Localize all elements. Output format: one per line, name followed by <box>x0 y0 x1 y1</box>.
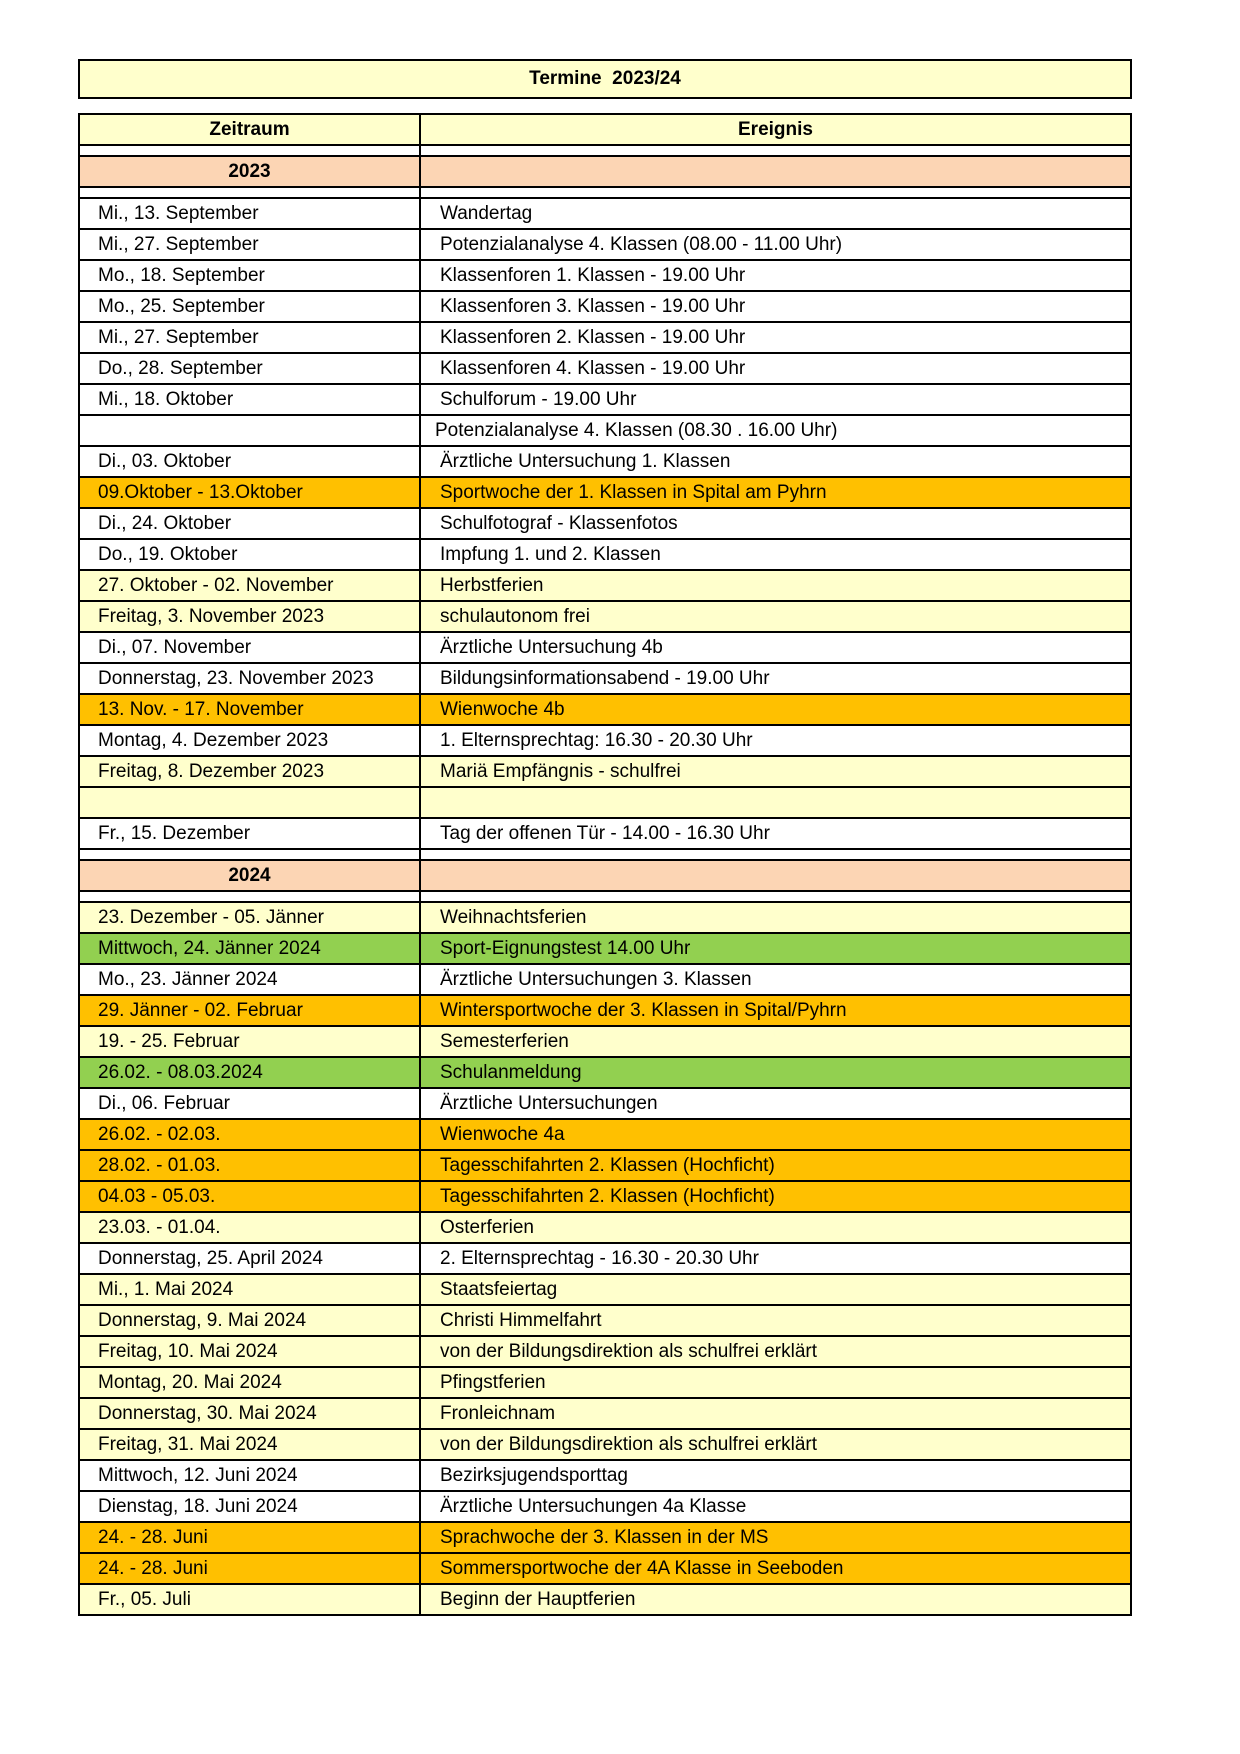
event-cell: Mariä Empfängnis - schulfrei <box>420 756 1131 787</box>
year-empty-cell <box>420 860 1131 891</box>
event-cell: Staatsfeiertag <box>420 1274 1131 1305</box>
table-row <box>79 902 1131 933</box>
event-cell: Impfung 1. und 2. Klassen <box>420 539 1131 570</box>
date-cell: 29. Jänner - 02. Februar <box>79 995 420 1026</box>
date-cell: Mo., 25. September <box>79 291 420 322</box>
date-cell: 26.02. - 08.03.2024 <box>79 1057 420 1088</box>
table-row <box>79 1119 1131 1150</box>
table-row <box>79 1491 1131 1522</box>
event-cell: Schulanmeldung <box>420 1057 1131 1088</box>
event-cell: Wienwoche 4b <box>420 694 1131 725</box>
table-row <box>79 539 1131 570</box>
table-row <box>79 508 1131 539</box>
event-cell: Tagesschifahrten 2. Klassen (Hochficht) <box>420 1181 1131 1212</box>
year-row <box>79 156 1131 187</box>
table-row <box>79 384 1131 415</box>
table-row <box>79 1305 1131 1336</box>
event-cell: schulautonom frei <box>420 601 1131 632</box>
table-row <box>79 632 1131 663</box>
column-header-zeitraum: Zeitraum <box>79 114 420 145</box>
date-cell: 24. - 28. Juni <box>79 1522 420 1553</box>
event-cell: Sprachwoche der 3. Klassen in der MS <box>420 1522 1131 1553</box>
spacer-cell <box>79 145 420 156</box>
event-cell: Osterferien <box>420 1212 1131 1243</box>
date-cell: Fr., 15. Dezember <box>79 818 420 849</box>
year-label: 2023 <box>79 156 420 187</box>
table-row <box>79 1212 1131 1243</box>
column-header-ereignis: Ereignis <box>420 114 1131 145</box>
date-cell: 13. Nov. - 17. November <box>79 694 420 725</box>
date-cell: Mittwoch, 12. Juni 2024 <box>79 1460 420 1491</box>
table-row <box>79 933 1131 964</box>
date-cell: Donnerstag, 23. November 2023 <box>79 663 420 694</box>
date-cell: Mi., 27. September <box>79 229 420 260</box>
table-row <box>79 1522 1131 1553</box>
header-row <box>79 114 1131 145</box>
table-row <box>79 1088 1131 1119</box>
event-cell: 2. Elternsprechtag - 16.30 - 20.30 Uhr <box>420 1243 1131 1274</box>
date-cell: Fr., 05. Juli <box>79 1584 420 1615</box>
spacer-cell <box>79 849 420 860</box>
event-cell: Weihnachtsferien <box>420 902 1131 933</box>
table-row <box>79 260 1131 291</box>
date-cell: 19. - 25. Februar <box>79 1026 420 1057</box>
event-cell: Beginn der Hauptferien <box>420 1584 1131 1615</box>
date-cell: Montag, 20. Mai 2024 <box>79 1367 420 1398</box>
spacer-cell <box>420 145 1131 156</box>
table-row <box>79 1584 1131 1615</box>
table-row <box>79 1243 1131 1274</box>
date-cell: Freitag, 8. Dezember 2023 <box>79 756 420 787</box>
event-cell: Sommersportwoche der 4A Klasse in Seeboden <box>420 1553 1131 1584</box>
date-cell: Mo., 23. Jänner 2024 <box>79 964 420 995</box>
event-cell: Christi Himmelfahrt <box>420 1305 1131 1336</box>
event-cell: Bildungsinformationsabend - 19.00 Uhr <box>420 663 1131 694</box>
table-row <box>79 291 1131 322</box>
date-cell: Mi., 18. Oktober <box>79 384 420 415</box>
table-row <box>79 229 1131 260</box>
table-row <box>79 1336 1131 1367</box>
date-cell: Freitag, 31. Mai 2024 <box>79 1429 420 1460</box>
spacer-row <box>79 187 1131 198</box>
spacer-row <box>79 891 1131 902</box>
date-cell: Do., 28. September <box>79 353 420 384</box>
event-cell: Fronleichnam <box>420 1398 1131 1429</box>
event-cell: Klassenforen 3. Klassen - 19.00 Uhr <box>420 291 1131 322</box>
year-label: 2024 <box>79 860 420 891</box>
event-cell: Ärztliche Untersuchungen <box>420 1088 1131 1119</box>
table-row <box>79 477 1131 508</box>
event-cell: Semesterferien <box>420 1026 1131 1057</box>
date-cell: 27. Oktober - 02. November <box>79 570 420 601</box>
schedule-body <box>79 114 1131 1615</box>
spacer-row <box>79 145 1131 156</box>
table-row <box>79 694 1131 725</box>
date-cell: Mi., 13. September <box>79 198 420 229</box>
table-row <box>79 995 1131 1026</box>
date-cell <box>79 415 420 446</box>
table-row <box>79 1274 1131 1305</box>
table-row <box>79 1181 1131 1212</box>
date-cell <box>79 787 420 818</box>
event-cell <box>420 787 1131 818</box>
event-cell: Schulforum - 19.00 Uhr <box>420 384 1131 415</box>
event-cell: Herbstferien <box>420 570 1131 601</box>
date-cell: Montag, 4. Dezember 2023 <box>79 725 420 756</box>
date-cell: 23.03. - 01.04. <box>79 1212 420 1243</box>
event-cell: von der Bildungsdirektion als schulfrei erklärt <box>420 1429 1131 1460</box>
event-cell: Wintersportwoche der 3. Klassen in Spital/Pyhrn <box>420 995 1131 1026</box>
table-row <box>79 725 1131 756</box>
spacer-cell <box>79 187 420 198</box>
table-row <box>79 787 1131 818</box>
table-row <box>79 1398 1131 1429</box>
table-row <box>79 964 1131 995</box>
event-cell: Sport-Eignungstest 14.00 Uhr <box>420 933 1131 964</box>
table-row <box>79 1057 1131 1088</box>
date-cell: Di., 07. November <box>79 632 420 663</box>
date-cell: 26.02. - 02.03. <box>79 1119 420 1150</box>
date-cell: Dienstag, 18. Juni 2024 <box>79 1491 420 1522</box>
table-row <box>79 1553 1131 1584</box>
date-cell: Mi., 27. September <box>79 322 420 353</box>
date-cell: 24. - 28. Juni <box>79 1553 420 1584</box>
date-cell: Do., 19. Oktober <box>79 539 420 570</box>
spacer-cell <box>420 187 1131 198</box>
date-cell: 04.03 - 05.03. <box>79 1181 420 1212</box>
table-row <box>79 1026 1131 1057</box>
event-cell: Pfingstferien <box>420 1367 1131 1398</box>
schedule-table <box>78 113 1132 1616</box>
event-cell: Tagesschifahrten 2. Klassen (Hochficht) <box>420 1150 1131 1181</box>
date-cell: Mi., 1. Mai 2024 <box>79 1274 420 1305</box>
event-cell: Ärztliche Untersuchungen 3. Klassen <box>420 964 1131 995</box>
table-row <box>79 322 1131 353</box>
table-row <box>79 601 1131 632</box>
table-row <box>79 818 1131 849</box>
table-row <box>79 1150 1131 1181</box>
table-row <box>79 756 1131 787</box>
date-cell: 28.02. - 01.03. <box>79 1150 420 1181</box>
date-cell: Donnerstag, 25. April 2024 <box>79 1243 420 1274</box>
date-cell: Mittwoch, 24. Jänner 2024 <box>79 933 420 964</box>
event-cell: Klassenforen 1. Klassen - 19.00 Uhr <box>420 260 1131 291</box>
date-cell: Di., 06. Februar <box>79 1088 420 1119</box>
event-cell: Tag der offenen Tür - 14.00 - 16.30 Uhr <box>420 818 1131 849</box>
event-cell: Sportwoche der 1. Klassen in Spital am Pyhrn <box>420 477 1131 508</box>
spacer-row <box>79 849 1131 860</box>
event-cell: Wienwoche 4a <box>420 1119 1131 1150</box>
page-title: Termine 2023/24 <box>78 59 1132 99</box>
table-row <box>79 446 1131 477</box>
event-cell: 1. Elternsprechtag: 16.30 - 20.30 Uhr <box>420 725 1131 756</box>
table-row <box>79 1460 1131 1491</box>
event-cell: von der Bildungsdirektion als schulfrei erklärt <box>420 1336 1131 1367</box>
event-cell: Ärztliche Untersuchung 4b <box>420 632 1131 663</box>
event-cell: Klassenforen 2. Klassen - 19.00 Uhr <box>420 322 1131 353</box>
table-row <box>79 353 1131 384</box>
date-cell: Donnerstag, 9. Mai 2024 <box>79 1305 420 1336</box>
date-cell: Freitag, 3. November 2023 <box>79 601 420 632</box>
event-cell: Bezirksjugendsporttag <box>420 1460 1131 1491</box>
date-cell: 23. Dezember - 05. Jänner <box>79 902 420 933</box>
spacer-cell <box>420 849 1131 860</box>
event-cell: Wandertag <box>420 198 1131 229</box>
event-cell: Schulfotograf - Klassenfotos <box>420 508 1131 539</box>
event-cell: Ärztliche Untersuchung 1. Klassen <box>420 446 1131 477</box>
table-row <box>79 1429 1131 1460</box>
year-row <box>79 860 1131 891</box>
date-cell: Di., 24. Oktober <box>79 508 420 539</box>
table-row <box>79 1367 1131 1398</box>
date-cell: Freitag, 10. Mai 2024 <box>79 1336 420 1367</box>
spacer-cell <box>420 891 1131 902</box>
event-cell: Ärztliche Untersuchungen 4a Klasse <box>420 1491 1131 1522</box>
spacer-cell <box>79 891 420 902</box>
table-row <box>79 570 1131 601</box>
date-cell: Donnerstag, 30. Mai 2024 <box>79 1398 420 1429</box>
event-cell: Potenzialanalyse 4. Klassen (08.30 . 16.00 Uhr) <box>420 415 1131 446</box>
table-row <box>79 198 1131 229</box>
date-cell: 09.Oktober - 13.Oktober <box>79 477 420 508</box>
event-cell: Klassenforen 4. Klassen - 19.00 Uhr <box>420 353 1131 384</box>
year-empty-cell <box>420 156 1131 187</box>
date-cell: Mo., 18. September <box>79 260 420 291</box>
table-row <box>79 415 1131 446</box>
date-cell: Di., 03. Oktober <box>79 446 420 477</box>
event-cell: Potenzialanalyse 4. Klassen (08.00 - 11.00 Uhr) <box>420 229 1131 260</box>
table-row <box>79 663 1131 694</box>
